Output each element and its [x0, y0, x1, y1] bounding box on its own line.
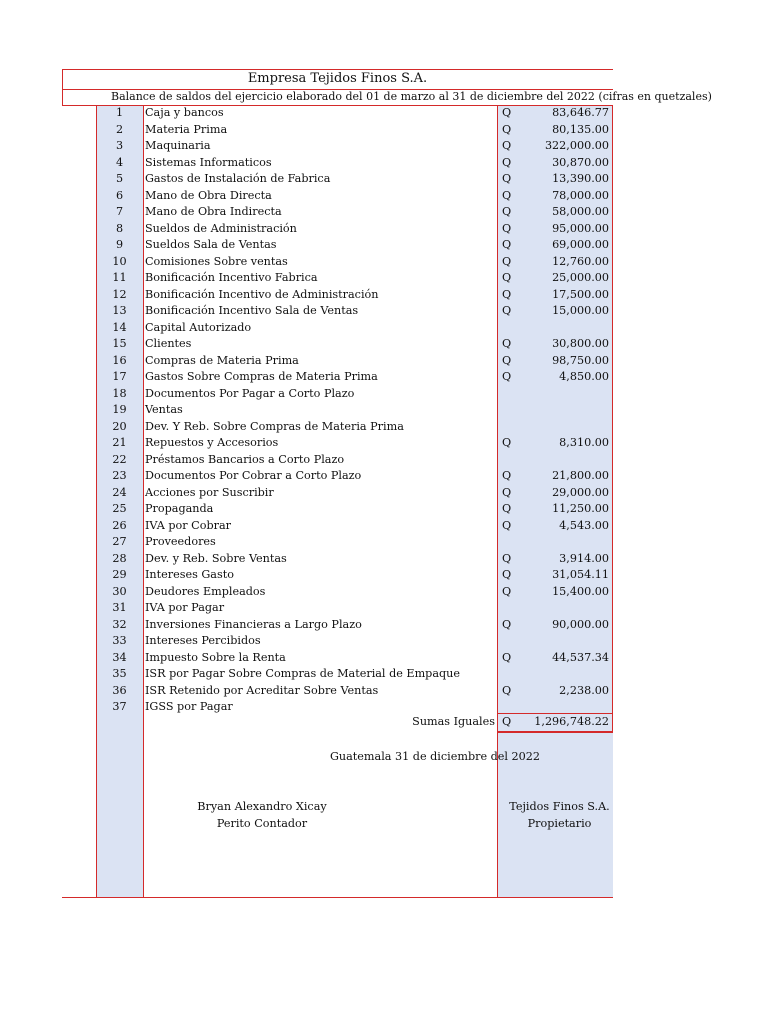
table-row — [96, 452, 613, 469]
currency-symbol: Q — [502, 238, 512, 251]
account-name: IVA por Cobrar — [145, 518, 231, 532]
account-number: 14 — [112, 320, 127, 334]
account-name: Mano de Obra Indirecta — [145, 205, 282, 218]
account-number: 31 — [112, 601, 127, 614]
account-name: Bonificación Incentivo de Administración — [145, 287, 379, 301]
account-number: 28 — [112, 551, 127, 565]
account-number: 1 — [115, 106, 124, 119]
account-number: 20 — [112, 419, 127, 433]
account-amount: 4,850.00 — [559, 370, 609, 383]
signer-right-name: Tejidos Finos S.A. — [509, 800, 610, 813]
account-amount: 3,914.00 — [559, 551, 609, 565]
currency-symbol: Q — [502, 568, 512, 581]
account-name: Sueldos de Administración — [145, 221, 297, 235]
table-row — [96, 534, 613, 551]
currency-symbol: Q — [502, 287, 512, 301]
account-name: Dev. y Reb. Sobre Ventas — [145, 551, 287, 565]
account-name: Sueldos Sala de Ventas — [145, 238, 277, 251]
account-number: 32 — [112, 617, 127, 631]
table-row — [96, 138, 613, 155]
account-number: 5 — [115, 172, 124, 185]
currency-symbol: Q — [502, 221, 512, 235]
signer-left-role: Perito Contador — [216, 817, 308, 830]
account-number: 26 — [112, 518, 127, 532]
account-number: 21 — [112, 436, 127, 449]
totals-label: Sumas Iguales — [412, 715, 495, 728]
report-subtitle: Balance de saldos del ejercicio elaborado del 01 de marzo al 31 de diciembre del 2022 (cifras en quetzales) — [111, 90, 712, 103]
account-name: Bonificación Incentivo Fabrica — [145, 271, 318, 284]
account-number: 7 — [115, 205, 124, 218]
account-amount: 29,000.00 — [552, 485, 609, 499]
account-name: Intereses Percibidos — [145, 634, 261, 647]
table-row — [96, 435, 613, 452]
account-number: 15 — [112, 337, 127, 350]
account-amount: 90,000.00 — [552, 617, 609, 631]
table-row — [96, 105, 613, 122]
account-number: 17 — [112, 370, 127, 383]
table-row — [96, 650, 613, 667]
table-row — [96, 386, 613, 403]
totals-bottom-border — [497, 731, 613, 733]
table-row — [96, 303, 613, 320]
account-number: 13 — [112, 304, 127, 317]
account-name: Clientes — [145, 337, 192, 350]
table-row — [96, 320, 613, 337]
currency-symbol: Q — [502, 304, 512, 317]
account-amount: 44,537.34 — [552, 650, 609, 664]
account-amount: 31,054.11 — [552, 568, 609, 581]
account-name: IGSS por Pagar — [145, 700, 233, 713]
account-number: 36 — [112, 683, 127, 697]
currency-symbol: Q — [502, 584, 512, 598]
account-number: 3 — [115, 139, 124, 152]
currency-symbol: Q — [502, 106, 512, 119]
balance-table — [96, 105, 613, 716]
account-number: 9 — [115, 238, 124, 251]
account-number: 18 — [112, 386, 127, 400]
account-name: Gastos Sobre Compras de Materia Prima — [145, 370, 378, 383]
totals-currency: Q — [502, 715, 512, 728]
table-row — [96, 122, 613, 139]
account-name: Compras de Materia Prima — [145, 353, 299, 367]
currency-symbol: Q — [502, 650, 512, 664]
account-amount: 11,250.00 — [552, 502, 609, 515]
currency-symbol: Q — [502, 139, 512, 152]
account-name: Mano de Obra Directa — [145, 188, 272, 202]
account-name: ISR Retenido por Acreditar Sobre Ventas — [145, 683, 379, 697]
account-name: Caja y bancos — [145, 106, 224, 119]
account-number: 23 — [112, 469, 127, 482]
table-row — [96, 353, 613, 370]
signer-left-name: Bryan Alexandro Xicay — [197, 800, 327, 813]
account-amount: 25,000.00 — [552, 271, 609, 284]
account-amount: 4,543.00 — [559, 518, 609, 532]
account-name: Documentos Por Pagar a Corto Plazo — [145, 386, 355, 400]
company-title: Empresa Tejidos Finos S.A. — [247, 71, 428, 86]
account-number: 29 — [112, 568, 127, 581]
account-number: 2 — [115, 122, 124, 136]
table-row — [96, 204, 613, 221]
account-amount: 30,870.00 — [552, 155, 609, 169]
account-number: 25 — [112, 502, 127, 515]
account-amount: 13,390.00 — [552, 172, 609, 185]
account-amount: 15,000.00 — [552, 304, 609, 317]
account-name: Ventas — [145, 403, 183, 416]
account-name: Acciones por Suscribir — [145, 485, 274, 499]
table-row — [96, 584, 613, 601]
account-number: 16 — [112, 353, 127, 367]
account-number: 10 — [112, 254, 127, 268]
account-amount: 2,238.00 — [559, 683, 609, 697]
account-number: 8 — [115, 221, 124, 235]
account-number: 12 — [112, 287, 127, 301]
currency-symbol: Q — [502, 485, 512, 499]
currency-symbol: Q — [502, 353, 512, 367]
table-row — [96, 336, 613, 353]
table-row — [96, 485, 613, 502]
account-name: Propaganda — [145, 502, 214, 515]
table-row — [96, 419, 613, 436]
account-name: Maquinaria — [145, 139, 211, 152]
currency-symbol: Q — [502, 518, 512, 532]
account-amount: 322,000.00 — [544, 139, 609, 152]
account-name: Capital Autorizado — [145, 320, 252, 334]
table-row — [96, 633, 613, 650]
account-name: Gastos de Instalación de Fabrica — [145, 172, 331, 185]
account-amount: 95,000.00 — [552, 221, 609, 235]
account-amount: 12,760.00 — [552, 254, 609, 268]
currency-symbol: Q — [502, 469, 512, 482]
account-amount: 8,310.00 — [559, 436, 609, 449]
currency-symbol: Q — [502, 502, 512, 515]
account-amount: 17,500.00 — [552, 287, 609, 301]
currency-symbol: Q — [502, 683, 512, 697]
currency-symbol: Q — [502, 188, 512, 202]
account-amount: 78,000.00 — [552, 188, 609, 202]
currency-symbol: Q — [502, 370, 512, 383]
table-row — [96, 666, 613, 683]
table-row — [96, 369, 613, 386]
account-number: 30 — [112, 584, 127, 598]
account-number: 24 — [112, 485, 127, 499]
table-row — [96, 237, 613, 254]
account-name: Materia Prima — [145, 122, 228, 136]
account-name: Repuestos y Accesorios — [145, 436, 279, 449]
account-name: ISR por Pagar Sobre Compras de Material de Empaque — [145, 667, 461, 680]
place-date: Guatemala 31 de diciembre del 2022 — [329, 750, 541, 763]
account-name: Intereses Gasto — [145, 568, 234, 581]
currency-symbol: Q — [502, 617, 512, 631]
table-row — [96, 617, 613, 634]
account-number: 27 — [112, 535, 127, 548]
table-row — [96, 683, 613, 700]
currency-symbol: Q — [502, 172, 512, 185]
currency-symbol: Q — [502, 254, 512, 268]
currency-symbol: Q — [502, 205, 512, 218]
account-name: Inversiones Financieras a Largo Plazo — [145, 617, 362, 631]
account-number: 6 — [115, 188, 124, 202]
account-amount: 98,750.00 — [552, 353, 609, 367]
account-amount: 80,135.00 — [552, 122, 609, 136]
table-row — [96, 551, 613, 568]
account-number: 37 — [112, 700, 127, 713]
table-row — [96, 188, 613, 205]
account-amount: 83,646.77 — [552, 106, 609, 119]
table-row — [96, 171, 613, 188]
account-amount: 21,800.00 — [552, 469, 609, 482]
table-row — [96, 402, 613, 419]
account-name: IVA por Pagar — [145, 601, 225, 614]
table-row — [96, 567, 613, 584]
currency-symbol: Q — [502, 122, 512, 136]
table-row — [96, 518, 613, 535]
table-row — [96, 155, 613, 172]
totals-amount: 1,296,748.22 — [534, 715, 609, 728]
table-row — [96, 254, 613, 271]
account-number: 35 — [112, 667, 127, 680]
currency-symbol: Q — [502, 271, 512, 284]
account-number: 4 — [115, 155, 124, 169]
account-name: Bonificación Incentivo Sala de Ventas — [145, 304, 359, 317]
account-amount: 15,400.00 — [552, 584, 609, 598]
table-row — [96, 287, 613, 304]
account-name: Proveedores — [145, 535, 216, 548]
table-row — [96, 501, 613, 518]
currency-symbol: Q — [502, 551, 512, 565]
account-number: 34 — [112, 650, 127, 664]
account-amount: 69,000.00 — [552, 238, 609, 251]
account-number: 33 — [112, 634, 127, 647]
account-name: Préstamos Bancarios a Corto Plazo — [145, 452, 345, 466]
currency-symbol: Q — [502, 337, 512, 350]
account-name: Dev. Y Reb. Sobre Compras de Materia Prima — [145, 419, 404, 433]
account-number: 19 — [112, 403, 127, 416]
account-number: 22 — [112, 452, 127, 466]
currency-symbol: Q — [502, 436, 512, 449]
account-name: Impuesto Sobre la Renta — [145, 650, 286, 664]
currency-symbol: Q — [502, 155, 512, 169]
account-name: Deudores Empleados — [145, 584, 266, 598]
signer-right-role: Propietario — [527, 817, 592, 830]
account-number: 11 — [112, 271, 127, 284]
table-row — [96, 468, 613, 485]
account-name: Comisiones Sobre ventas — [145, 254, 288, 268]
table-row — [96, 221, 613, 238]
account-amount: 58,000.00 — [552, 205, 609, 218]
account-name: Documentos Por Cobrar a Corto Plazo — [145, 469, 362, 482]
account-amount: 30,800.00 — [552, 337, 609, 350]
table-row — [96, 270, 613, 287]
table-row — [96, 600, 613, 617]
account-name: Sistemas Informaticos — [145, 155, 272, 169]
table-bottom-border — [62, 897, 613, 898]
